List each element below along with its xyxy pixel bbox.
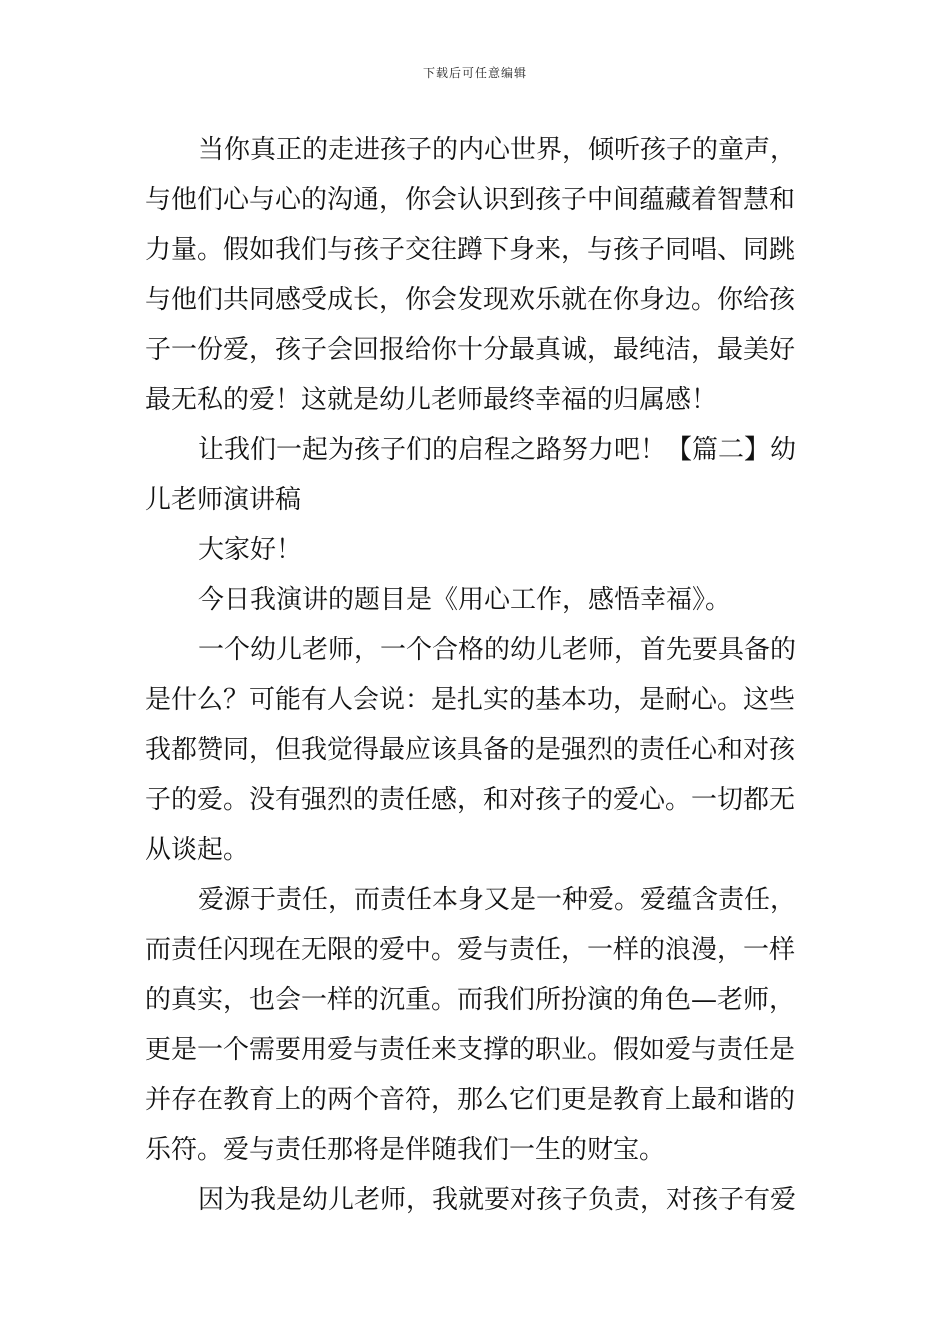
text-line: 子一份爱，孩子会回报给你十分最真诚，最纯洁，最美好 xyxy=(145,335,796,365)
text-line: 而责任闪现在无限的爱中。爱与责任，一样的浪漫，一样 xyxy=(145,935,796,965)
text-line: 是什么？可能有人会说：是扎实的基本功，是耐心。这些 xyxy=(145,685,796,715)
text-line: 与他们共同感受成长，你会发现欢乐就在你身边。你给孩 xyxy=(145,285,796,315)
document-body xyxy=(145,125,807,1225)
text-line: 因为我是幼儿老师，我就要对孩子负责，对孩子有爱 xyxy=(198,1185,797,1215)
text-line: 最无私的爱！这就是幼儿老师最终幸福的归属感！ xyxy=(145,385,718,415)
header-note: 下载后可任意编辑 xyxy=(422,66,527,80)
text-line: 的真实，也会一样的沉重。而我们所扮演的角色—老师， xyxy=(145,985,796,1015)
text-line: 乐符。爱与责任那将是伴随我们一生的财宝。 xyxy=(145,1135,666,1165)
text-line: 力量。假如我们与孩子交往蹲下身来，与孩子同唱、同跳 xyxy=(145,235,796,265)
text-line: 一个幼儿老师，一个合格的幼儿老师，首先要具备的 xyxy=(198,635,797,665)
text-line: 我都赞同，但我觉得最应该具备的是强烈的责任心和对孩 xyxy=(145,735,796,765)
text-line: 大家好！ xyxy=(198,535,303,565)
text-line: 让我们一起为孩子们的启程之路努力吧！【篇二】幼 xyxy=(198,435,797,465)
text-line: 从谈起。 xyxy=(145,835,250,865)
text-line: 并存在教育上的两个音符，那么它们更是教育上最和谐的 xyxy=(145,1085,796,1115)
text-line: 儿老师演讲稿 xyxy=(145,485,302,515)
text-line: 当你真正的走进孩子的内心世界，倾听孩子的童声， xyxy=(198,135,797,165)
text-line: 更是一个需要用爱与责任来支撑的职业。假如爱与责任是 xyxy=(145,1035,796,1065)
text-line: 子的爱。没有强烈的责任感，和对孩子的爱心。一切都无 xyxy=(145,785,796,815)
text-line: 与他们心与心的沟通，你会认识到孩子中间蕴藏着智慧和 xyxy=(145,185,796,215)
text-line: 今日我演讲的题目是《用心工作，感悟幸福》。 xyxy=(198,585,732,615)
text-line: 爱源于责任，而责任本身又是一种爱。爱蕴含责任， xyxy=(198,885,797,915)
